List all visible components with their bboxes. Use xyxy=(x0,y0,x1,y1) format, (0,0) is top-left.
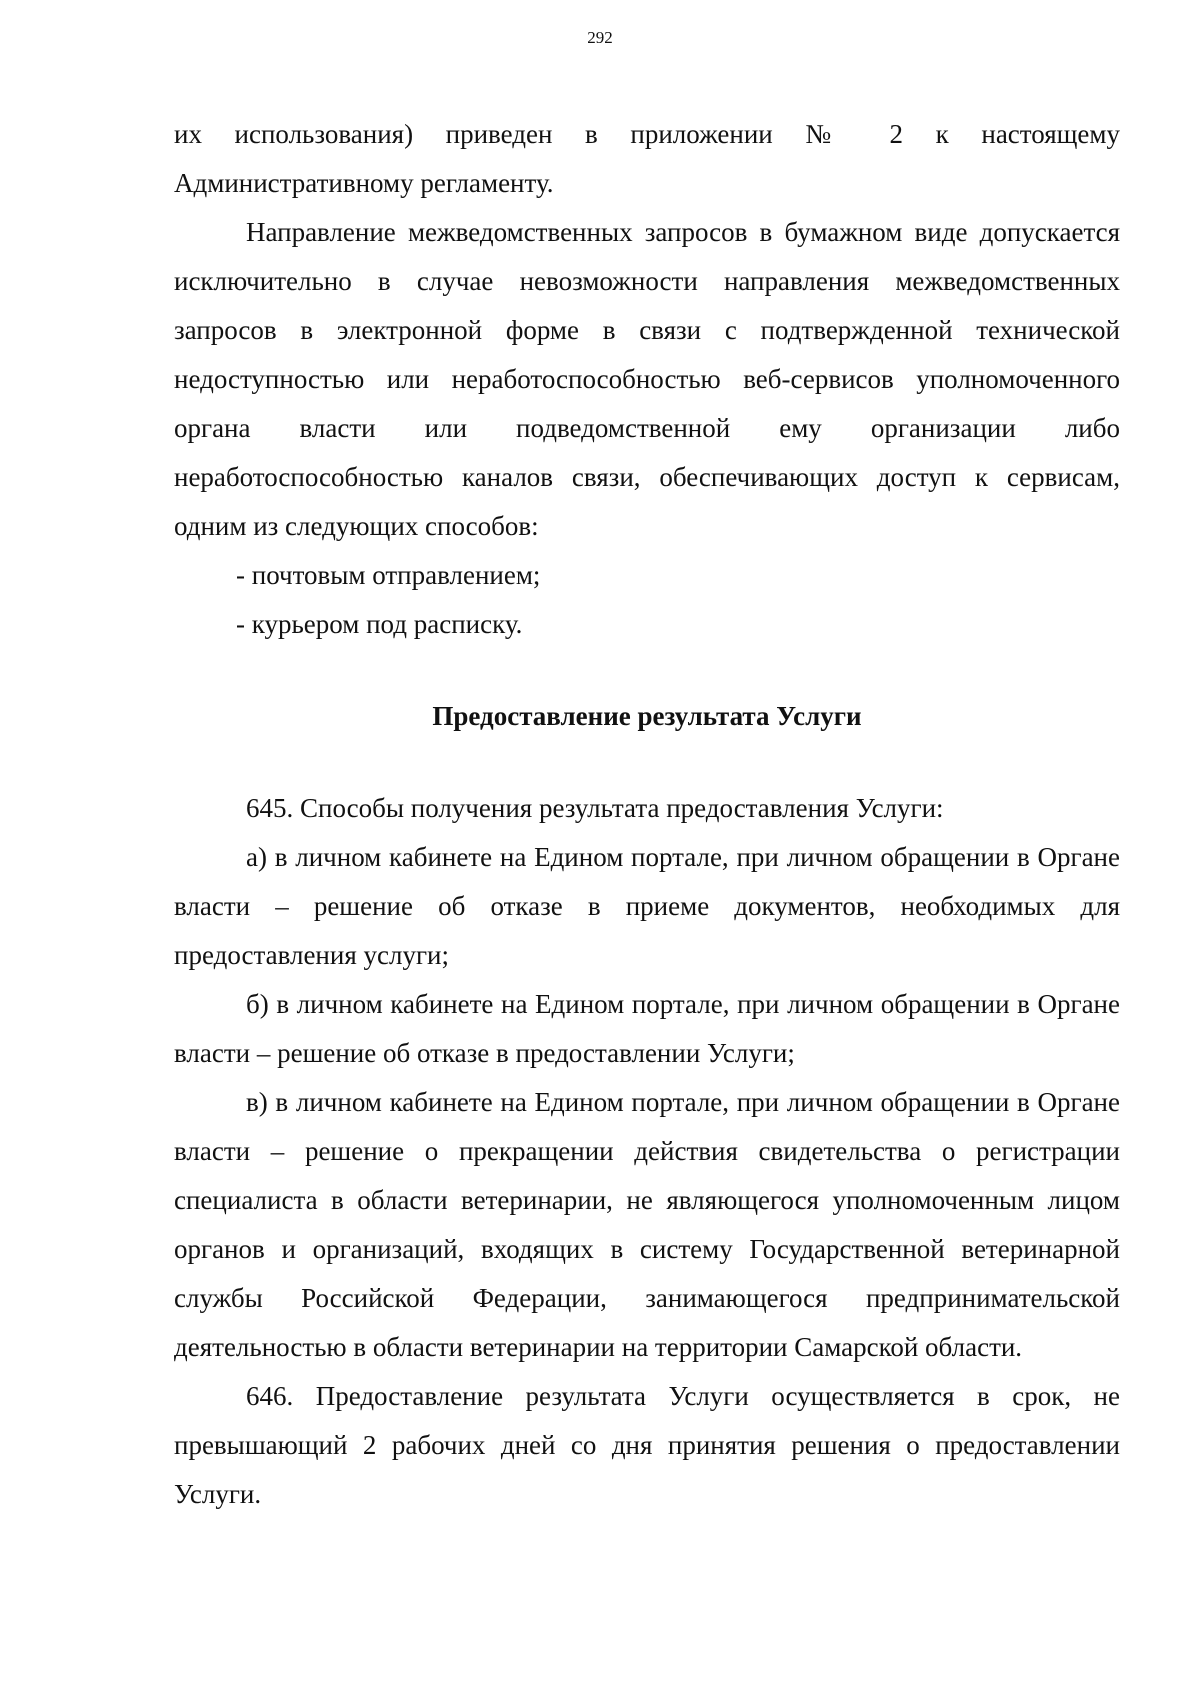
page-number: 292 xyxy=(587,28,613,47)
paragraph-paper-requests: Направление межведомственных запросов в бумажном виде допускается исключительно в случае невозможности направления межведомственных запросов в электронной форме в связи с подтвержденной технической недоступностью или неработоспособностью веб-сервисов уполномоченного органа власти или подведомственной ему организации либо неработоспособностью каналов связи, обеспечивающих доступ к сервисам, одним из следующих способов: xyxy=(174,217,1120,541)
section-heading: Предоставление результата Услуги xyxy=(432,701,862,731)
list-item-mail: - почтовым отправлением; xyxy=(236,560,541,590)
paragraph-continuation: их использования) приведен в приложении № 2 к настоящему Административному регламенту. xyxy=(174,119,1120,198)
paragraph-645: 645. Способы получения результата предоставления Услуги: xyxy=(246,793,944,823)
document-body xyxy=(174,110,1120,1519)
paragraph-645-v: в) в личном кабинете на Едином портале, при личном обращении в Органе власти – решение о прекращении действия свидетельства о регистрации специалиста в области ветеринарии, не являющегося уполномоченным лицом органов и организаций, входящих в систему Государственной ветеринарной службы Российской Федерации, занимающегося предпринимательской деятельностью в области ветеринарии на территории Самарской области. xyxy=(174,1087,1120,1362)
paragraph-645-b: б) в личном кабинете на Едином портале, при личном обращении в Органе власти – решение об отказе в предоставлении Услуги; xyxy=(174,989,1120,1068)
paragraph-646: 646. Предоставление результата Услуги осуществляется в срок, не превышающий 2 рабочих дней со дня принятия решения о предоставлении Услуги. xyxy=(174,1381,1120,1509)
list-item-courier: - курьером под расписку. xyxy=(236,609,523,639)
paragraph-645-a: а) в личном кабинете на Едином портале, при личном обращении в Органе власти – решение об отказе в приеме документов, необходимых для предоставления услуги; xyxy=(174,842,1120,970)
